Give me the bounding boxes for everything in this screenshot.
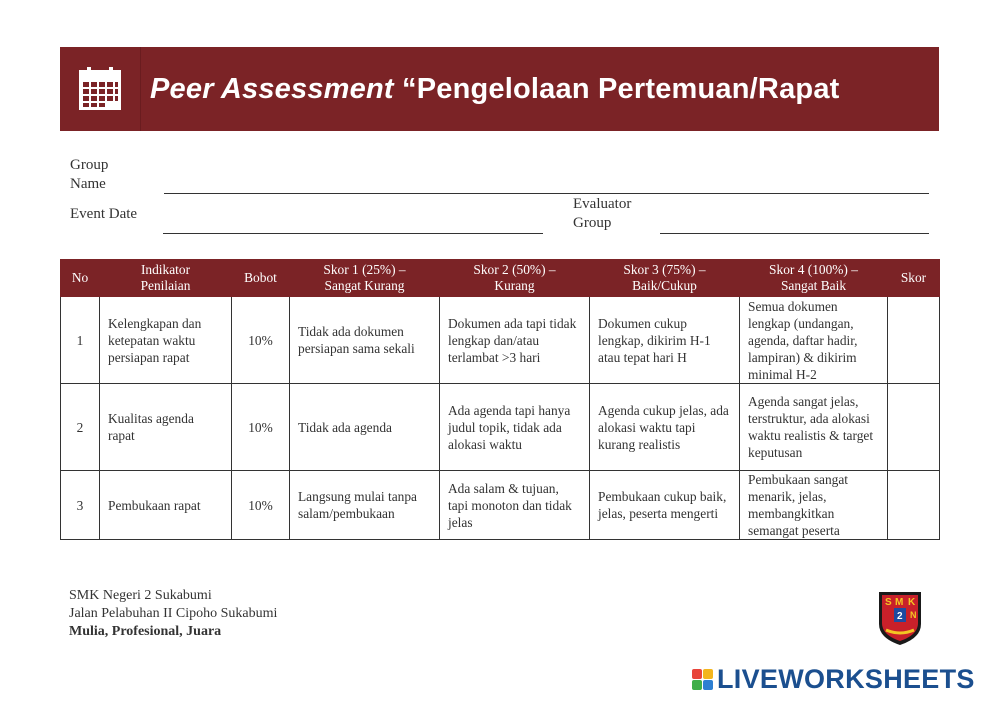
page-title (150, 73, 840, 106)
cell-bobot: 10% (232, 297, 290, 384)
header-indikator-line2: Penilaian (140, 278, 191, 293)
evaluator-group-label-line1: Evaluator (573, 196, 632, 212)
header-skor: Skor (888, 260, 940, 297)
header-indikator (100, 260, 232, 297)
cell-skor3: Agenda cukup jelas, ada alokasi waktu tapi kurang realistis (590, 384, 740, 471)
event-date-label: Event Date (70, 206, 138, 222)
header-skor1-line1: Skor 1 (25%) – (323, 262, 406, 277)
cell-skor4: Pembukaan sangat menarik, jelas, membangkitkan semangat peserta (740, 471, 888, 540)
header-bobot: Bobot (232, 260, 290, 297)
cell-indikator: Kelengkapan dan ketepatan waktu persiapan rapat (100, 297, 232, 384)
header-skor1-line2: Sangat Kurang (324, 278, 405, 293)
cell-skor1: Tidak ada dokumen persiapan sama sekali (290, 297, 440, 384)
header-skor2-line1: Skor 2 (50%) – (473, 262, 556, 277)
mark-square-red (692, 669, 702, 679)
school-address: Jalan Pelabuhan II Cipoho Sukabumi (69, 606, 278, 621)
page-title-rest: “Pengelolaan Pertemuan/Rapat (393, 72, 840, 105)
cell-no: 3 (61, 471, 100, 540)
cell-skor2: Ada salam & tujuan, tapi monoton dan tidak jelas (440, 471, 590, 540)
school-motto: Mulia, Profesional, Juara (69, 624, 222, 639)
header-skor4-line1: Skor 4 (100%) – (769, 262, 858, 277)
cell-indikator: Kualitas agenda rapat (100, 384, 232, 471)
school-emblem-icon (876, 590, 924, 646)
calendar-icon (78, 67, 122, 111)
group-name-label-line1: Group (70, 157, 109, 173)
group-name-label-line2: Name (70, 176, 106, 192)
table-row (61, 297, 940, 384)
cell-indikator: Pembukaan rapat (100, 471, 232, 540)
liveworksheets-wordmark: LIVEWORKSHEETS (717, 664, 975, 694)
group-name-input-line[interactable] (164, 193, 929, 194)
emblem-letter-s: S (885, 597, 892, 608)
evaluator-group-input-line[interactable] (660, 233, 929, 234)
cell-skor3: Dokumen cukup lengkap, dikirim H-1 atau tepat hari H (590, 297, 740, 384)
cell-bobot: 10% (232, 384, 290, 471)
liveworksheets-logo (692, 664, 975, 695)
cell-no: 2 (61, 384, 100, 471)
header-skor3-line1: Skor 3 (75%) – (623, 262, 706, 277)
table-row (61, 471, 940, 540)
table-row (61, 384, 940, 471)
cell-skor2: Ada agenda tapi hanya judul topik, tidak ada alokasi waktu (440, 384, 590, 471)
mark-square-blue (703, 680, 713, 690)
header-skor1 (290, 260, 440, 297)
header-skor3-line2: Baik/Cukup (632, 278, 697, 293)
cell-skor4: Agenda sangat jelas, terstruktur, ada alokasi waktu realistis & target keputusan (740, 384, 888, 471)
cell-skor4: Semua dokumen lengkap (undangan, agenda, daftar hadir, lampiran) & dikirim minimal H-2 (740, 297, 888, 384)
cell-skor1: Tidak ada agenda (290, 384, 440, 471)
emblem-letter-m: M (895, 597, 904, 608)
liveworksheets-mark-icon (692, 669, 713, 690)
cell-skor2: Dokumen ada tapi tidak lengkap dan/atau terlambat >3 hari (440, 297, 590, 384)
emblem-letter-n: N (910, 610, 917, 620)
cell-no: 1 (61, 297, 100, 384)
header-banner (60, 47, 939, 131)
cell-skor1: Langsung mulai tanpa salam/pembukaan (290, 471, 440, 540)
header-skor4 (740, 260, 888, 297)
mark-square-green (692, 680, 702, 690)
calendar-icon-box (60, 47, 141, 131)
header-skor2-line2: Kurang (494, 278, 535, 293)
cell-skor-input[interactable] (888, 471, 940, 540)
table-header-row (61, 260, 940, 297)
school-name: SMK Negeri 2 Sukabumi (69, 588, 212, 603)
evaluator-group-label (573, 195, 631, 233)
header-indikator-line1: Indikator (140, 262, 191, 277)
cell-skor3: Pembukaan cukup baik, jelas, peserta mengerti (590, 471, 740, 540)
header-skor2 (440, 260, 590, 297)
event-date-input-line[interactable] (163, 233, 543, 234)
group-name-label (70, 156, 108, 194)
cell-bobot: 10% (232, 471, 290, 540)
cell-skor-input[interactable] (888, 384, 940, 471)
page-title-italic: Peer Assessment (150, 72, 394, 105)
mark-square-yellow (703, 669, 713, 679)
evaluator-group-label-line2: Group (573, 215, 612, 231)
header-skor3 (590, 260, 740, 297)
emblem-number: 2 (897, 611, 903, 622)
header-no: No (61, 260, 100, 297)
rubric-table (60, 259, 940, 540)
footer-school-info (69, 587, 277, 641)
cell-skor-input[interactable] (888, 297, 940, 384)
emblem-letter-k: K (908, 597, 916, 608)
header-skor4-line2: Sangat Baik (780, 278, 847, 293)
